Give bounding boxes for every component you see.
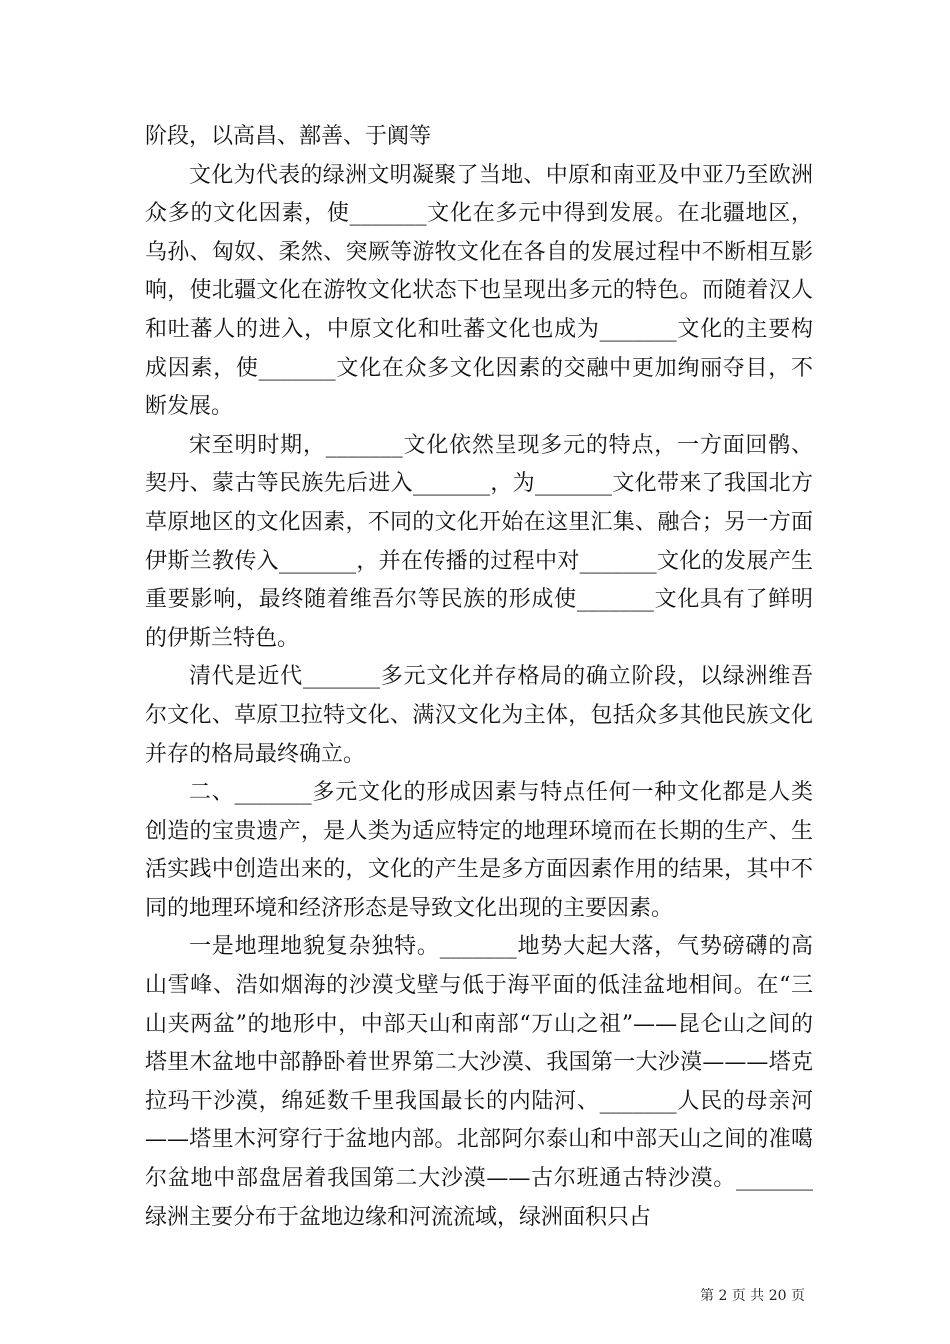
- paragraph-3: 宋至明时期，_______文化依然呈现多元的特点，一方面回鹘、契丹、蒙古等民族先后进入_______，为_______文化带来了我国北方草原地区的文化因素，不同的文化开始在这里汇集、融合；另一方面伊斯兰教传入_______，并在传播的过程中对_______文化的发展产生重要影响，最终随着维吾尔等民族的形成使_______文化具有了鲜明的伊斯兰特色。: [145, 432, 813, 651]
- paragraph-2: 文化为代表的绿洲文明凝聚了当地、中原和南亚及中亚乃至欧洲众多的文化因素，使_______文化在多元中得到发展。在北疆地区，乌孙、匈奴、柔然、突厥等游牧文化在各自的发展过程中不断相互影响，使北疆文化在游牧文化状态下也呈现出多元的特色。而随着汉人和吐蕃人的进入，中原文化和吐蕃文化也成为_______文化的主要构成因素，使_______文化在众多文化因素的交融中更加绚丽夺目，不断发展。: [145, 162, 813, 420]
- paragraph-1: 阶段，以高昌、鄯善、于阗等: [145, 124, 432, 149]
- paragraph-4: 清代是近代_______多元文化并存格局的确立阶段，以绿洲维吾尔文化、草原卫拉特文化、满汉文化为主体，包括众多其他民族文化并存的格局最终确立。: [145, 664, 813, 767]
- paragraph-6: 一是地理地貌复杂独特。_______地势大起大落，气势磅礴的高山雪峰、浩如烟海的沙漠戈壁与低于海平面的低洼盆地相间。在“三山夹两盆”的地形中，中部天山和南部“万山之祖”——昆仑山之间的塔里木盆地中部静卧着世界第二大沙漠、我国第一大沙漠———塔克拉玛干沙漠，绵延数千里我国最长的内陆河、_______人民的母亲河——塔里木河穿行于盆地内部。北部阿尔泰山和中部天山之间的准噶尔盆地中部盘居着我国第二大沙漠——古尔班通古特沙漠。_______绿洲主要分布于盆地边缘和河流流域，绿洲面积只占: [145, 934, 813, 1230]
- document-body: [145, 118, 813, 1237]
- paragraph-5: 二、_______多元文化的形成因素与特点任何一种文化都是人类创造的宝贵遗产，是人类为适应特定的地理环境而在长期的生产、生活实践中创造出来的，文化的产生是多方面因素作用的结果，其中不同的地理环境和经济形态是导致文化出现的主要因素。: [145, 780, 813, 921]
- page-number-footer: 第 2 页 共 20 页: [700, 1288, 805, 1304]
